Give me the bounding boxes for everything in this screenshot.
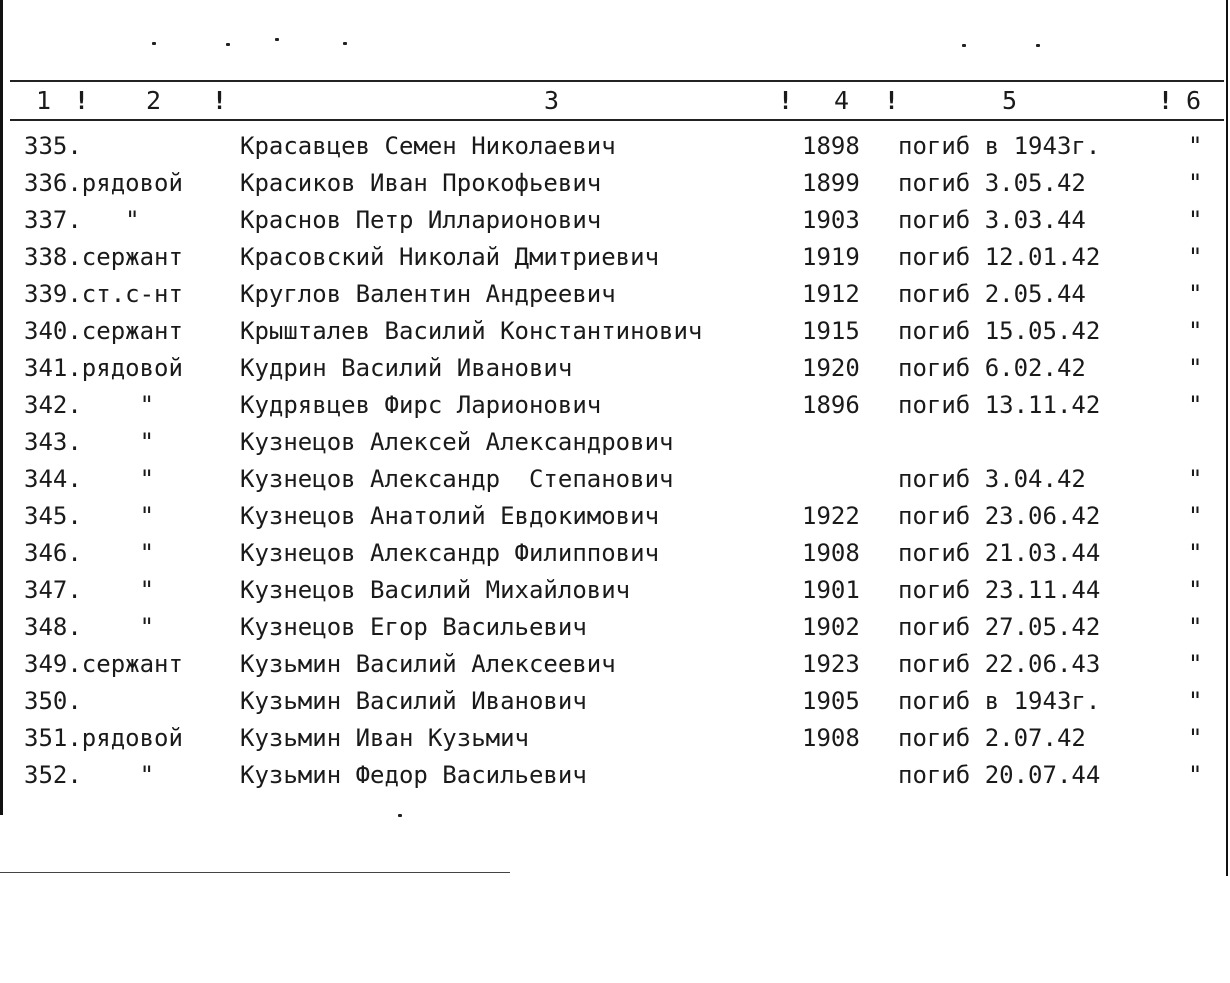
row-birth-year: 1915 [802, 317, 860, 345]
row-full-name: Кузьмин Василий Иванович [240, 687, 587, 715]
row-birth-year: 1896 [802, 391, 860, 419]
table-row [0, 204, 1230, 241]
row-fate: погиб 27.05.42 [898, 613, 1101, 641]
table-row [0, 500, 1230, 537]
row-birth-year: 1902 [802, 613, 860, 641]
row-number-rank: 352. " [24, 761, 155, 789]
table-row [0, 278, 1230, 315]
row-ditto-mark: " [1188, 132, 1203, 160]
scan-speck [152, 42, 156, 45]
row-ditto-mark: " [1188, 206, 1203, 234]
row-ditto-mark: " [1188, 169, 1203, 197]
row-fate: погиб 3.04.42 [898, 465, 1086, 493]
row-number-rank: 339.ст.с-нт [24, 280, 183, 308]
row-full-name: Круглов Валентин Андреевич [240, 280, 616, 308]
row-full-name: Крышталев Василий Константинович [240, 317, 703, 345]
table-row [0, 389, 1230, 426]
scan-speck [962, 44, 966, 47]
header-separator: ! [212, 86, 228, 115]
header-separator: ! [1158, 86, 1174, 115]
row-birth-year: 1908 [802, 724, 860, 752]
row-number-rank: 340.сержант [24, 317, 183, 345]
scan-speck [226, 43, 230, 46]
row-ditto-mark: " [1188, 354, 1203, 382]
row-ditto-mark: " [1188, 317, 1203, 345]
table-row [0, 352, 1230, 389]
row-ditto-mark: " [1188, 650, 1203, 678]
row-number-rank: 345. " [24, 502, 155, 530]
row-fate: погиб 2.07.42 [898, 724, 1086, 752]
table-header-rule [10, 119, 1224, 121]
header-col-4: 4 [834, 86, 850, 115]
row-ditto-mark: " [1188, 724, 1203, 752]
row-full-name: Кузьмин Иван Кузьмич [240, 724, 529, 752]
table-row [0, 574, 1230, 611]
row-full-name: Кузнецов Алексей Александрович [240, 428, 674, 456]
row-number-rank: 335. [24, 132, 82, 160]
row-fate: погиб 6.02.42 [898, 354, 1086, 382]
row-fate: погиб 21.03.44 [898, 539, 1101, 567]
row-birth-year: 1922 [802, 502, 860, 530]
row-birth-year: 1898 [802, 132, 860, 160]
row-birth-year: 1912 [802, 280, 860, 308]
row-ditto-mark: " [1188, 613, 1203, 641]
row-birth-year: 1920 [802, 354, 860, 382]
table-row [0, 315, 1230, 352]
row-birth-year: 1901 [802, 576, 860, 604]
row-full-name: Красовский Николай Дмитриевич [240, 243, 660, 271]
row-full-name: Кузнецов Василий Михайлович [240, 576, 631, 604]
row-number-rank: 349.сержант [24, 650, 183, 678]
row-fate: погиб 20.07.44 [898, 761, 1101, 789]
table-row [0, 759, 1230, 796]
row-fate: погиб в 1943г. [898, 132, 1101, 160]
row-ditto-mark: " [1188, 539, 1203, 567]
row-fate: погиб в 1943г. [898, 687, 1101, 715]
table-row [0, 130, 1230, 167]
row-full-name: Кузьмин Василий Алексеевич [240, 650, 616, 678]
row-birth-year: 1899 [802, 169, 860, 197]
row-fate: погиб 13.11.42 [898, 391, 1101, 419]
row-number-rank: 338.сержант [24, 243, 183, 271]
table-row [0, 426, 1230, 463]
row-number-rank: 346. " [24, 539, 155, 567]
row-number-rank: 348. " [24, 613, 155, 641]
table-row [0, 167, 1230, 204]
row-full-name: Кузнецов Анатолий Евдокимович [240, 502, 660, 530]
table-row [0, 722, 1230, 759]
row-ditto-mark: " [1188, 687, 1203, 715]
row-number-rank: 343. " [24, 428, 155, 456]
table-row [0, 685, 1230, 722]
table-row [0, 648, 1230, 685]
row-full-name: Красиков Иван Прокофьевич [240, 169, 602, 197]
header-col-1: 1 [36, 86, 52, 115]
row-ditto-mark: " [1188, 576, 1203, 604]
table-top-rule [10, 80, 1224, 82]
scan-speck [1036, 44, 1040, 47]
row-ditto-mark: " [1188, 243, 1203, 271]
table-row [0, 611, 1230, 648]
row-ditto-mark: " [1188, 465, 1203, 493]
row-number-rank: 336.рядовой [24, 169, 183, 197]
header-col-2: 2 [146, 86, 162, 115]
row-full-name: Кузнецов Егор Васильевич [240, 613, 587, 641]
row-number-rank: 342. " [24, 391, 155, 419]
row-full-name: Кузьмин Федор Васильевич [240, 761, 587, 789]
page-bottom-line [0, 872, 510, 873]
scan-speck [275, 38, 279, 41]
row-ditto-mark: " [1188, 280, 1203, 308]
row-fate: погиб 3.03.44 [898, 206, 1086, 234]
row-birth-year: 1903 [802, 206, 860, 234]
row-number-rank: 341.рядовой [24, 354, 183, 382]
row-ditto-mark: " [1188, 391, 1203, 419]
row-full-name: Краснов Петр Илларионович [240, 206, 602, 234]
row-fate: погиб 3.05.42 [898, 169, 1086, 197]
row-fate: погиб 12.01.42 [898, 243, 1101, 271]
row-ditto-mark: " [1188, 502, 1203, 530]
scan-speck [398, 814, 402, 817]
row-full-name: Красавцев Семен Николаевич [240, 132, 616, 160]
header-separator: ! [74, 86, 90, 115]
header-separator: ! [884, 86, 900, 115]
row-number-rank: 344. " [24, 465, 155, 493]
table-row [0, 463, 1230, 500]
row-full-name: Кузнецов Александр Филиппович [240, 539, 660, 567]
row-number-rank: 351.рядовой [24, 724, 183, 752]
row-number-rank: 337. " [24, 206, 140, 234]
row-full-name: Кудрявцев Фирс Ларионович [240, 391, 602, 419]
row-number-rank: 347. " [24, 576, 155, 604]
header-separator: ! [778, 86, 794, 115]
row-fate: погиб 15.05.42 [898, 317, 1101, 345]
row-birth-year: 1919 [802, 243, 860, 271]
header-col-6: 6 [1186, 86, 1202, 115]
row-fate: погиб 22.06.43 [898, 650, 1101, 678]
row-birth-year: 1905 [802, 687, 860, 715]
header-col-3: 3 [544, 86, 560, 115]
row-ditto-mark: " [1188, 761, 1203, 789]
row-birth-year: 1908 [802, 539, 860, 567]
row-fate: погиб 23.06.42 [898, 502, 1101, 530]
table-row [0, 241, 1230, 278]
row-number-rank: 350. [24, 687, 82, 715]
row-fate: погиб 2.05.44 [898, 280, 1086, 308]
scan-speck [343, 42, 347, 45]
header-col-5: 5 [1002, 86, 1018, 115]
row-fate: погиб 23.11.44 [898, 576, 1101, 604]
row-full-name: Кузнецов Александр Степанович [240, 465, 674, 493]
table-row [0, 537, 1230, 574]
row-birth-year: 1923 [802, 650, 860, 678]
row-full-name: Кудрин Василий Иванович [240, 354, 573, 382]
